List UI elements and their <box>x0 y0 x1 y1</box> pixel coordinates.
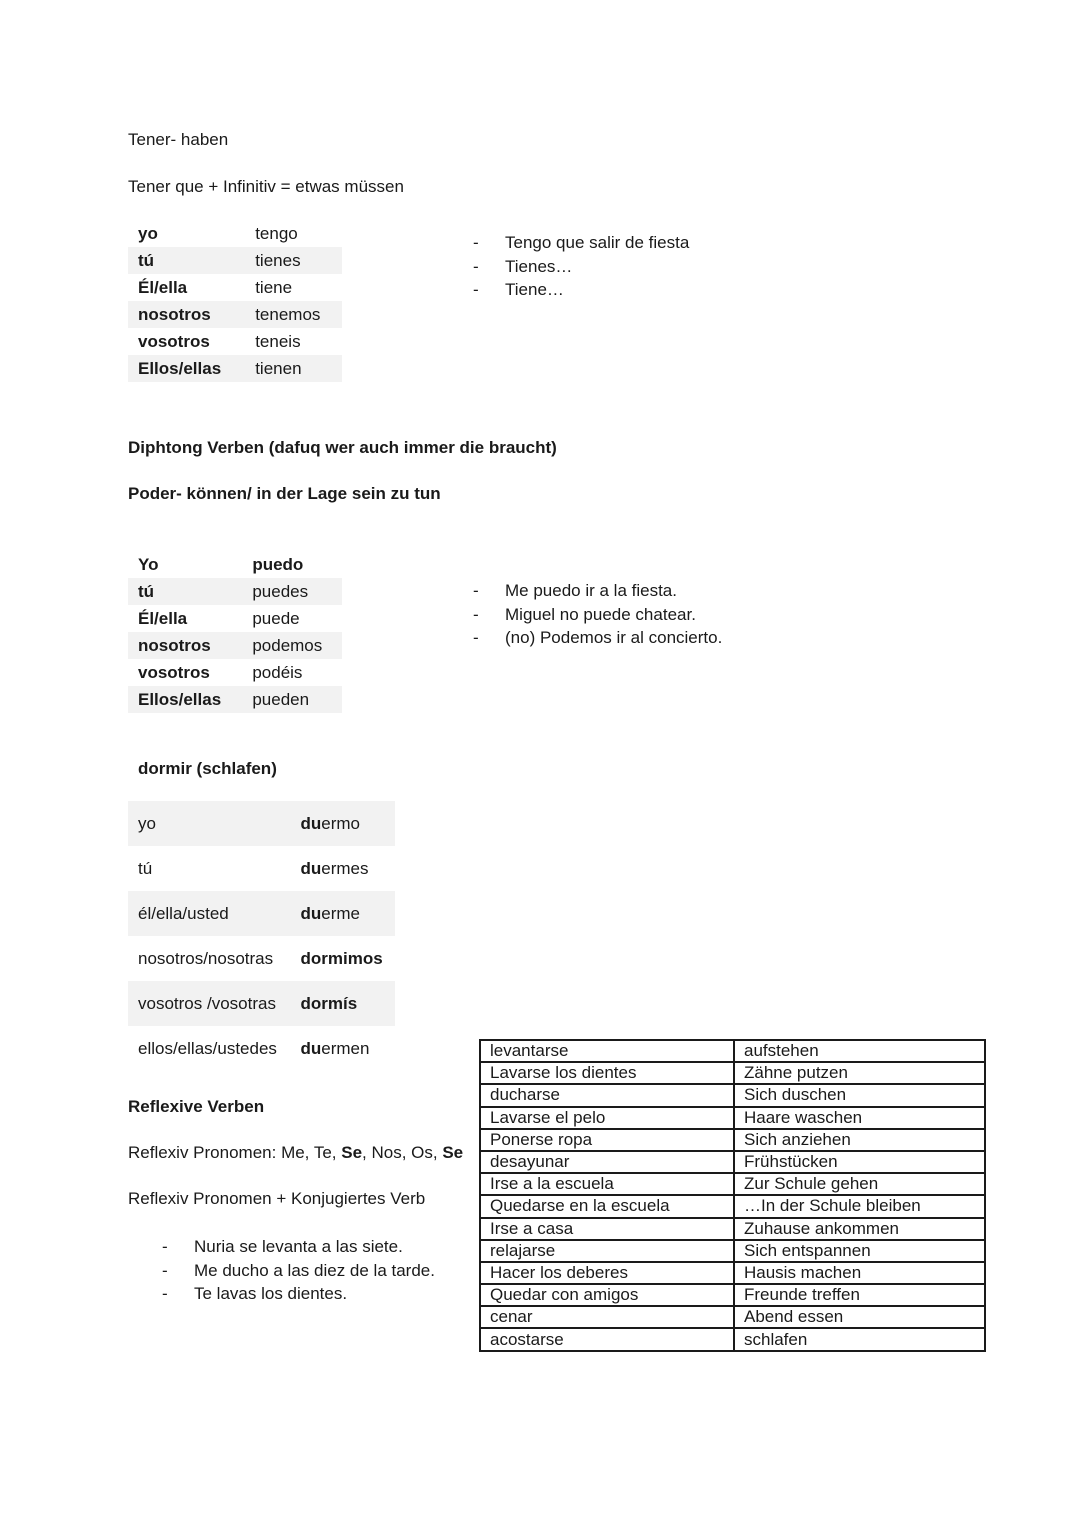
table-row: Él/ella puede <box>138 608 300 628</box>
dormir-title: dormir (schlafen) <box>138 759 277 778</box>
table-row: ellos/ellas/ustedes duermen <box>138 1038 370 1058</box>
table-row: yo tengo <box>138 223 298 243</box>
list-item: - Me puedo ir a la fiesta. <box>473 581 677 600</box>
table-row: levantarse aufstehen <box>480 1040 985 1062</box>
dormir-conjugation-table <box>128 801 395 1071</box>
table-row: nosotros tenemos <box>128 301 342 328</box>
table-row: él/ella/usted duerme <box>128 891 395 936</box>
tener-title: Tener- haben <box>128 130 229 149</box>
table-row: tú puedes <box>128 578 342 605</box>
table-row: desayunar Frühstücken <box>480 1151 985 1173</box>
table-row: Irse a casa Zuhause ankommen <box>480 1218 985 1240</box>
list-item: - (no) Podemos ir al concierto. <box>473 628 723 647</box>
list-item: - Tengo que salir de fiesta <box>473 233 690 252</box>
table-row: Yo puedo <box>138 554 304 574</box>
table-row: Ellos/ellas tienen <box>128 355 342 382</box>
list-item: - Tiene… <box>473 280 564 299</box>
table-row: Irse a la escuela Zur Schule gehen <box>480 1173 985 1195</box>
table-row: nosotros podemos <box>128 632 342 659</box>
list-item: - Miguel no puede chatear. <box>473 604 696 624</box>
reflexive-rule: Reflexiv Pronomen + Konjugiertes Verb <box>128 1189 426 1208</box>
reflexive-pronouns: Reflexiv Pronomen: Me, Te, Se, Nos, Os, Se <box>128 1143 464 1162</box>
poder-title: Poder- können/ in der Lage sein zu tun <box>128 484 441 503</box>
table-row: yo duermo <box>128 801 395 846</box>
table-row: vosotros teneis <box>138 331 301 351</box>
reflexive-heading: Reflexive Verben <box>128 1097 265 1116</box>
table-row: relajarse Sich entspannen <box>480 1240 985 1262</box>
table-row: vosotros podéis <box>138 662 303 682</box>
vocabulary-table <box>479 1039 986 1352</box>
poder-examples-list <box>473 579 723 650</box>
table-row: Lavarse los dientes Zähne putzen <box>480 1062 985 1084</box>
table-row: Ellos/ellas pueden <box>128 686 342 713</box>
poder-conjugation-table <box>128 551 342 713</box>
table-row: Quedarse en la escuela …In der Schule bleiben <box>480 1195 985 1217</box>
table-row: Hacer los deberes Hausis machen <box>480 1262 985 1284</box>
table-row: acostarse schlafen <box>480 1328 985 1350</box>
tener-conjugation-table <box>128 220 342 382</box>
table-row: cenar Abend essen <box>480 1306 985 1328</box>
table-row: Lavarse el pelo Haare waschen <box>480 1107 985 1129</box>
table-row: tú duermes <box>138 858 369 878</box>
table-row: nosotros/nosotras dormimos <box>138 948 383 968</box>
table-row: tú tienes <box>128 247 342 274</box>
table-row: ducharse Sich duschen <box>480 1084 985 1106</box>
reflexive-examples-list <box>162 1235 435 1306</box>
table-row: Ponerse ropa Sich anziehen <box>480 1129 985 1151</box>
table-row: Quedar con amigos Freunde treffen <box>480 1284 985 1306</box>
list-item: - Te lavas los dientes. <box>162 1284 348 1303</box>
list-item: - Me ducho a las diez de la tarde. <box>162 1260 435 1280</box>
tener-rule: Tener que + Infinitiv = etwas müssen <box>128 177 404 196</box>
tener-examples-list <box>473 231 690 302</box>
list-item: - Tienes… <box>473 256 573 276</box>
table-row: vosotros /vosotras dormís <box>128 981 395 1026</box>
diphthong-heading: Diphtong Verben (dafuq wer auch immer die braucht) <box>128 438 557 457</box>
table-row: Él/ella tiene <box>138 277 293 297</box>
list-item: - Nuria se levanta a las siete. <box>162 1237 403 1256</box>
